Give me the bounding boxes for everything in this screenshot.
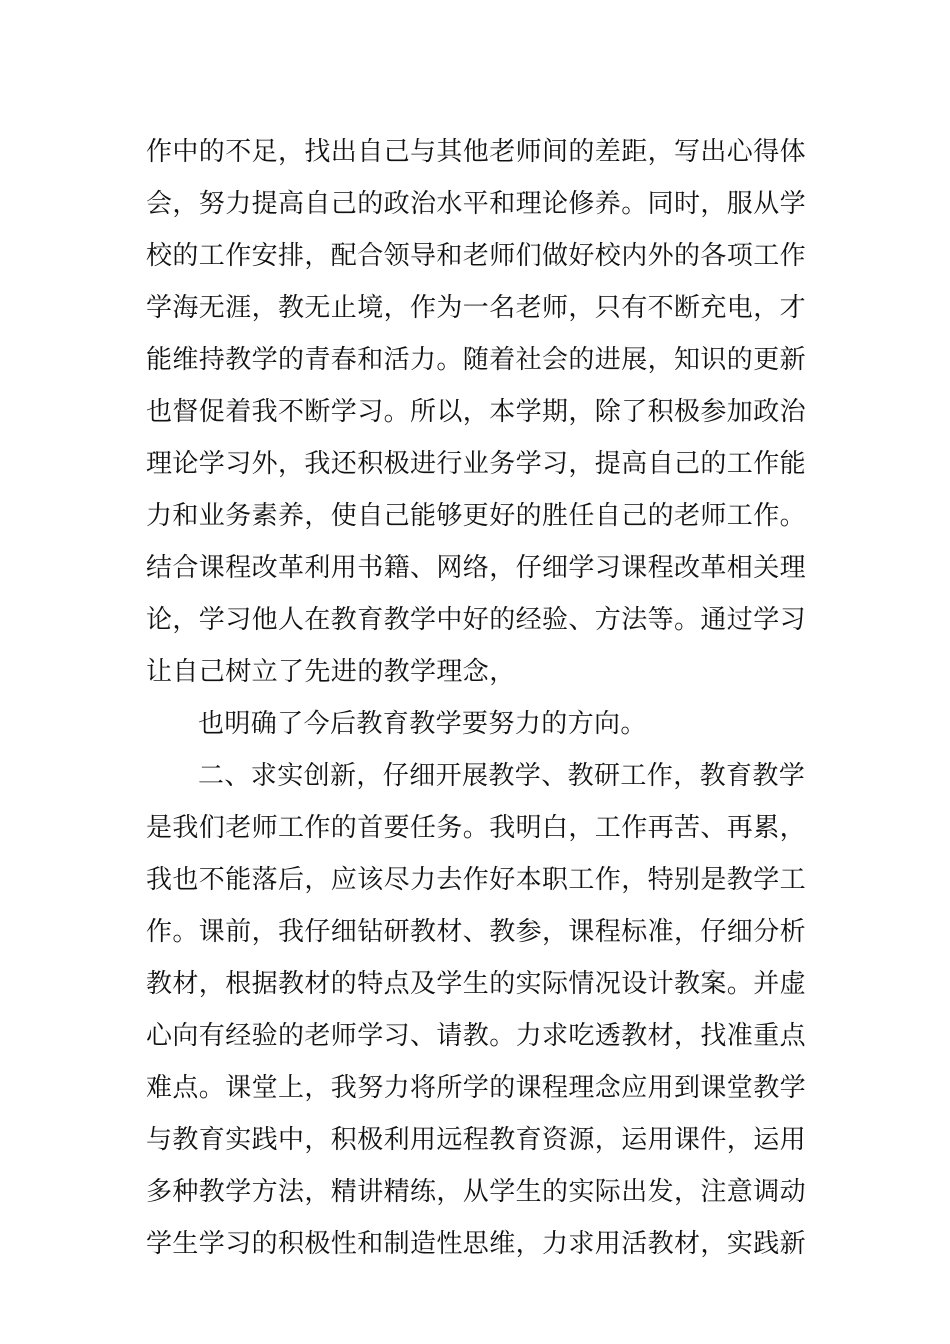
text-line: 论，学习他人在教育教学中好的经验、方法等。通过学习	[146, 605, 807, 635]
text-line: 学生学习的积极性和制造性思维，力求用活教材，实践新	[146, 1229, 807, 1259]
text-line: 教材，根据教材的特点及学生的实际情况设计教案。并虚	[146, 969, 807, 999]
body-text	[146, 126, 806, 1270]
text-line: 力和业务素养，使自己能够更好的胜任自己的老师工作。	[146, 501, 807, 531]
text-line: 校的工作安排，配合领导和老师们做好校内外的各项工作	[146, 241, 807, 271]
text-line: 作中的不足，找出自己与其他老师间的差距，写出心得体	[146, 137, 807, 167]
text-line: 我也不能落后，应该尽力去作好本职工作，特别是教学工	[146, 865, 807, 895]
text-line: 心向有经验的老师学习、请教。力求吃透教材，找准重点	[146, 1021, 807, 1051]
text-line: 学海无涯，教无止境，作为一名老师，只有不断充电，才	[146, 293, 807, 323]
text-line: 作。课前，我仔细钻研教材、教参，课程标准，仔细分析	[146, 917, 807, 947]
text-line: 理论学习外，我还积极进行业务学习，提高自己的工作能	[146, 449, 807, 479]
text-line: 是我们老师工作的首要任务。我明白，工作再苦、再累，	[146, 813, 807, 843]
text-line: 也督促着我不断学习。所以，本学期，除了积极参加政治	[146, 397, 807, 427]
text-line: 也明确了今后教育教学要努力的方向。	[198, 709, 647, 739]
text-line: 让自己树立了先进的教学理念，	[146, 657, 516, 687]
text-line: 与教育实践中，积极利用远程教育资源，运用课件，运用	[146, 1125, 807, 1155]
text-line: 多种教学方法，精讲精练，从学生的实际出发，注意调动	[146, 1177, 807, 1207]
text-line: 会，努力提高自己的政治水平和理论修养。同时，服从学	[146, 189, 807, 219]
text-line: 结合课程改革利用书籍、网络，仔细学习课程改革相关理	[146, 553, 807, 583]
text-line: 能维持教学的青春和活力。随着社会的进展，知识的更新	[146, 345, 807, 375]
text-line: 二、求实创新，仔细开展教学、教研工作，教育教学	[198, 761, 806, 791]
text-line: 难点。课堂上，我努力将所学的课程理念应用到课堂教学	[146, 1073, 807, 1103]
